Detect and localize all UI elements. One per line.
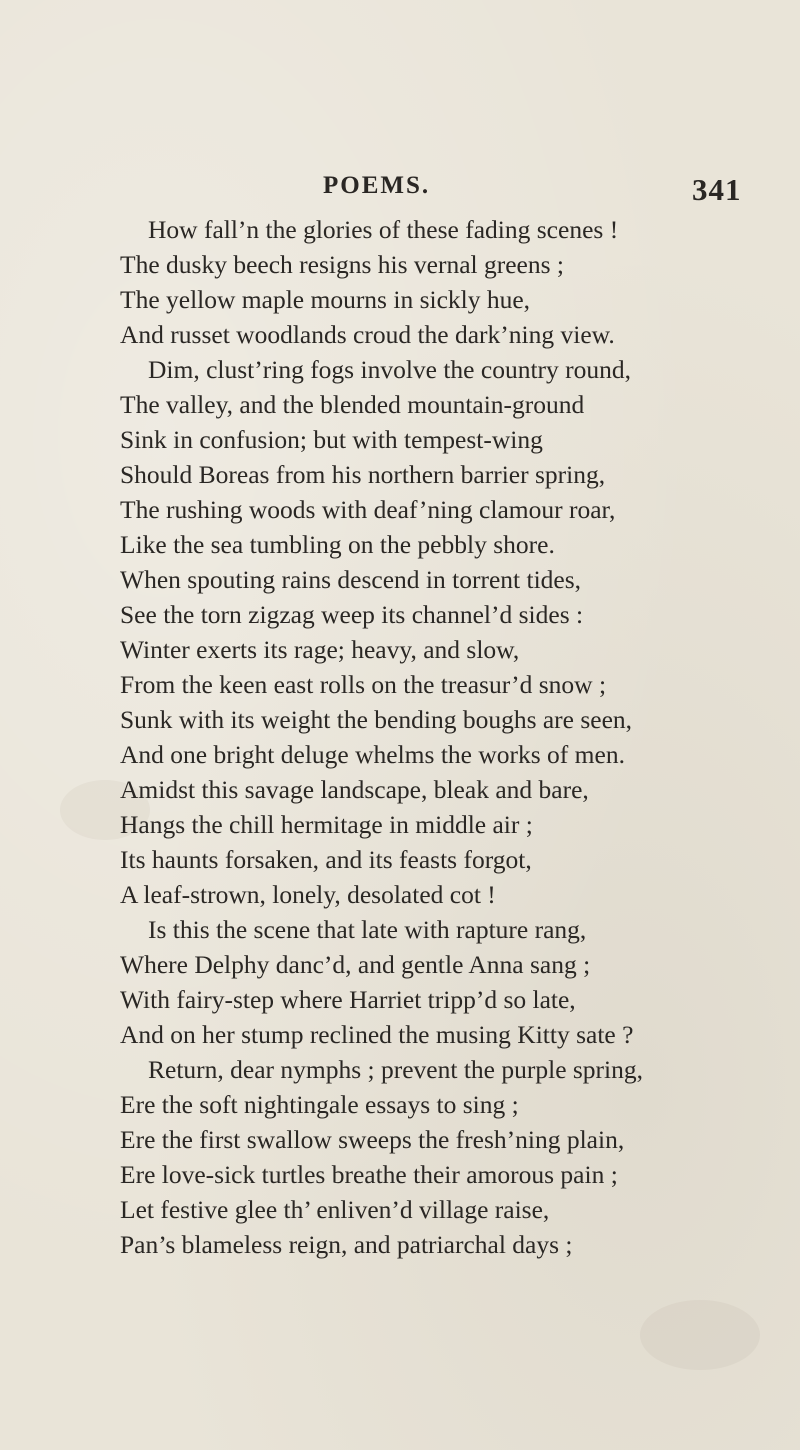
poem-line: Is this the scene that late with rapture rang, (148, 915, 587, 944)
poem-line: A leaf-strown, lonely, desolated cot ! (120, 880, 496, 909)
poem-line: Its haunts forsaken, and its feasts forgot, (120, 845, 532, 874)
poem-line: Dim, clust’ring fogs involve the country round, (148, 355, 632, 384)
poem-line: Pan’s blameless reign, and patriarchal days ; (120, 1230, 573, 1259)
poem-line: Sink in confusion; but with tempest-wing (120, 425, 543, 454)
poem-line: See the torn zigzag weep its channel’d sides : (120, 600, 584, 629)
poem-line: Like the sea tumbling on the pebbly shore. (120, 530, 555, 559)
poem-line: The valley, and the blended mountain-ground (120, 390, 585, 419)
running-head: POEMS. (323, 172, 431, 199)
poem-line: When spouting rains descend in torrent tides, (120, 565, 582, 594)
poem-line: The rushing woods with deaf’ning clamour roar, (120, 495, 616, 524)
poem-line: With fairy-step where Harriet tripp’d so late, (120, 985, 576, 1014)
poem-line: Return, dear nymphs ; prevent the purple spring, (148, 1055, 644, 1084)
page-number: 341 (692, 172, 742, 207)
poem-line: Let festive glee th’ enliven’d village raise, (120, 1195, 550, 1224)
poem-line: Sunk with its weight the bending boughs are seen, (120, 705, 633, 734)
poem-line: Winter exerts its rage; heavy, and slow, (120, 635, 520, 664)
poem-line: And russet woodlands croud the dark’ning view. (120, 320, 615, 349)
poem-line: The dusky beech resigns his vernal greens ; (120, 250, 564, 279)
paper-stain (640, 1300, 760, 1370)
poem-line: Ere love-sick turtles breathe their amorous pain ; (120, 1160, 618, 1189)
poem-line: Should Boreas from his northern barrier spring, (120, 460, 606, 489)
poem-line: How fall’n the glories of these fading scenes ! (148, 215, 619, 244)
poem-line: Hangs the chill hermitage in middle air ; (120, 810, 533, 839)
poem-line: From the keen east rolls on the treasur’d snow ; (120, 670, 607, 699)
poem-line: The yellow maple mourns in sickly hue, (120, 285, 531, 314)
page-header (0, 172, 800, 212)
poem-line: Ere the first swallow sweeps the fresh’ning plain, (120, 1125, 625, 1154)
poem-line: And one bright deluge whelms the works of men. (120, 740, 625, 769)
poem-line: Amidst this savage landscape, bleak and bare, (120, 775, 589, 804)
poem-line: Ere the soft nightingale essays to sing ; (120, 1090, 519, 1119)
poem-line: Where Delphy danc’d, and gentle Anna sang ; (120, 950, 591, 979)
poem-line: And on her stump reclined the musing Kitty sate ? (120, 1020, 634, 1049)
